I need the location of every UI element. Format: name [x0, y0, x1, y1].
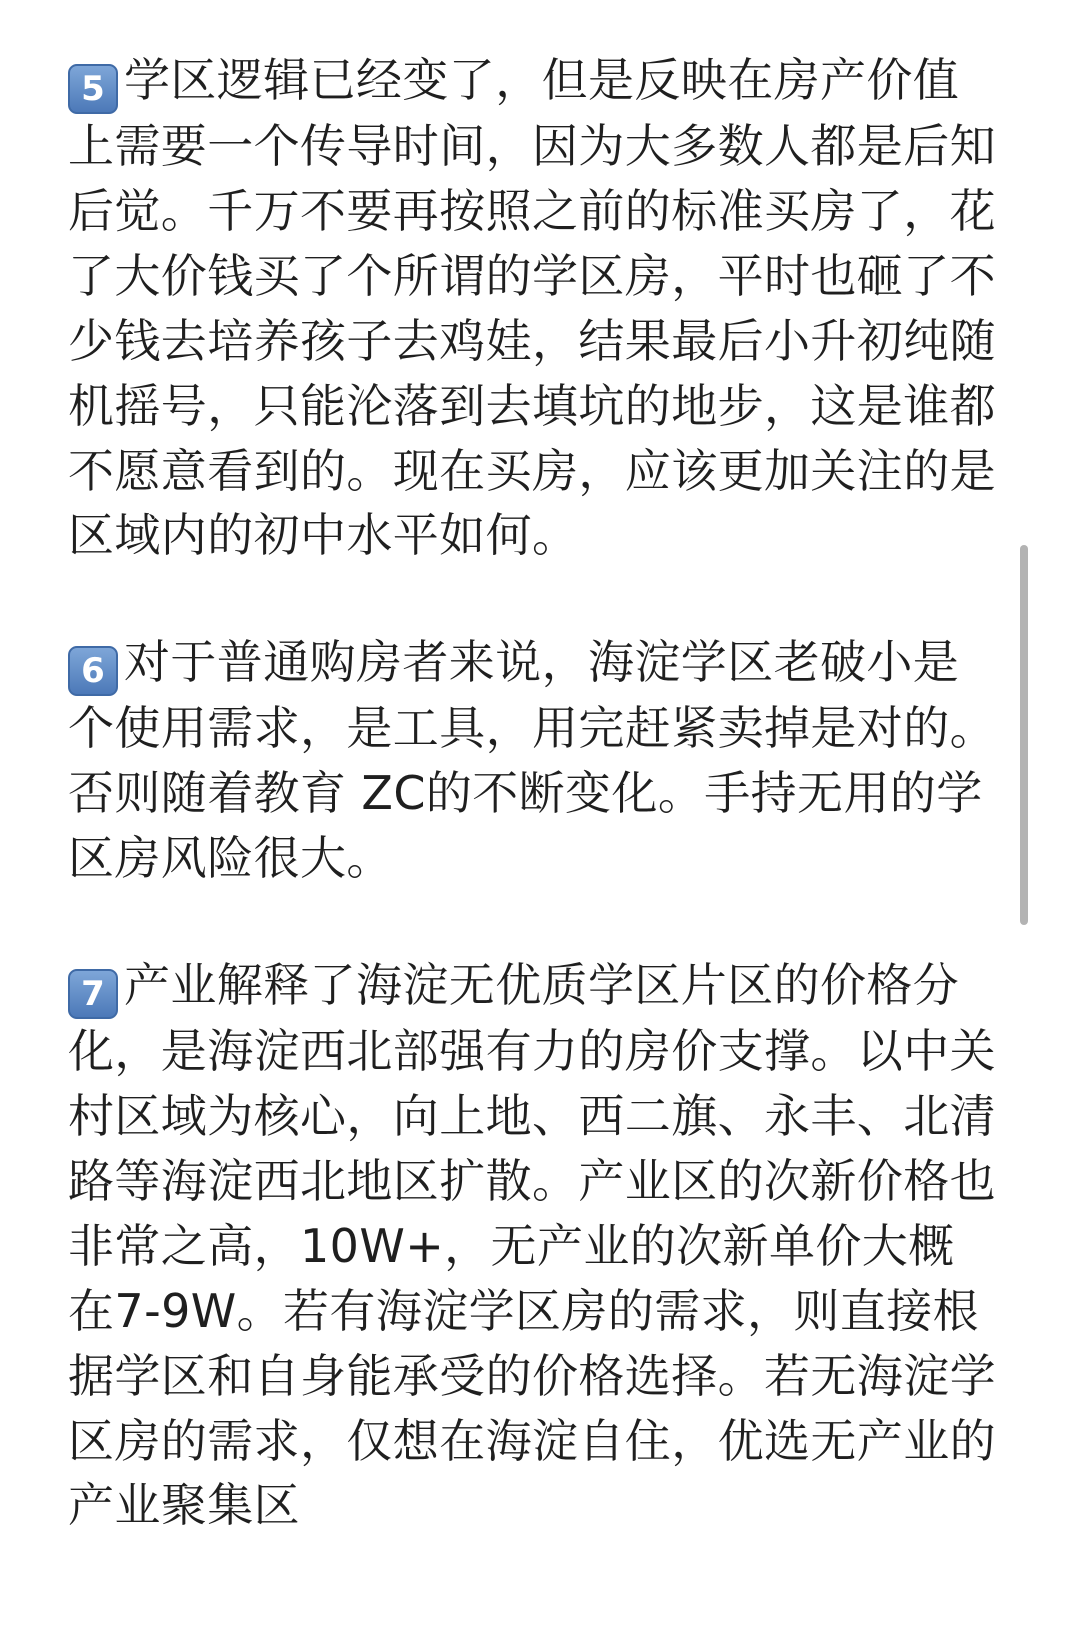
keycap-7-icon: 7: [68, 969, 118, 1019]
keycap-5-icon: 5: [68, 64, 118, 114]
paragraph-5: [68, 48, 998, 568]
paragraph-gap: [68, 568, 998, 630]
paragraph-5-text: 学区逻辑已经变了，但是反映在房产价值上需要一个传导时间，因为大多数人都是后知后觉。千万不要再按照之前的标准买房了，花了大价钱买了个所谓的学区房，平时也砸了不少钱去培养孩子去鸡娃，结果最后小升初纯随机摇号，只能沦落到去填坑的地步，这是谁都不愿意看到的。现在买房，应该更加关注的是区域内的初中水平如何。: [68, 53, 996, 563]
keycap-6-icon: 6: [68, 646, 118, 696]
paragraph-6: [68, 630, 998, 891]
paragraph-6-text: 对于普通购房者来说，海淀学区老破小是个使用需求，是工具，用完赶紧卖掉是对的。否则随着教育 ZC的不断变化。手持无用的学区房风险很大。: [68, 635, 996, 886]
paragraph-7-text: 产业解释了海淀无优质学区片区的价格分化，是海淀西北部强有力的房价支撑。以中关村区域为核心，向上地、西二旗、永丰、北清路等海淀西北地区扩散。产业区的次新价格也非常之高，10W+，无产业的次新单价大概在7-9W。若有海淀学区房的需求，则直接根据学区和自身能承受的价格选择。若无海淀学区房的需求，仅想在海淀自住，优选无产业的产业聚集区: [68, 958, 996, 1533]
article-body: [68, 48, 998, 1538]
paragraph-7: [68, 953, 998, 1538]
paragraph-gap: [68, 891, 998, 953]
scrollbar[interactable]: [1020, 545, 1028, 925]
